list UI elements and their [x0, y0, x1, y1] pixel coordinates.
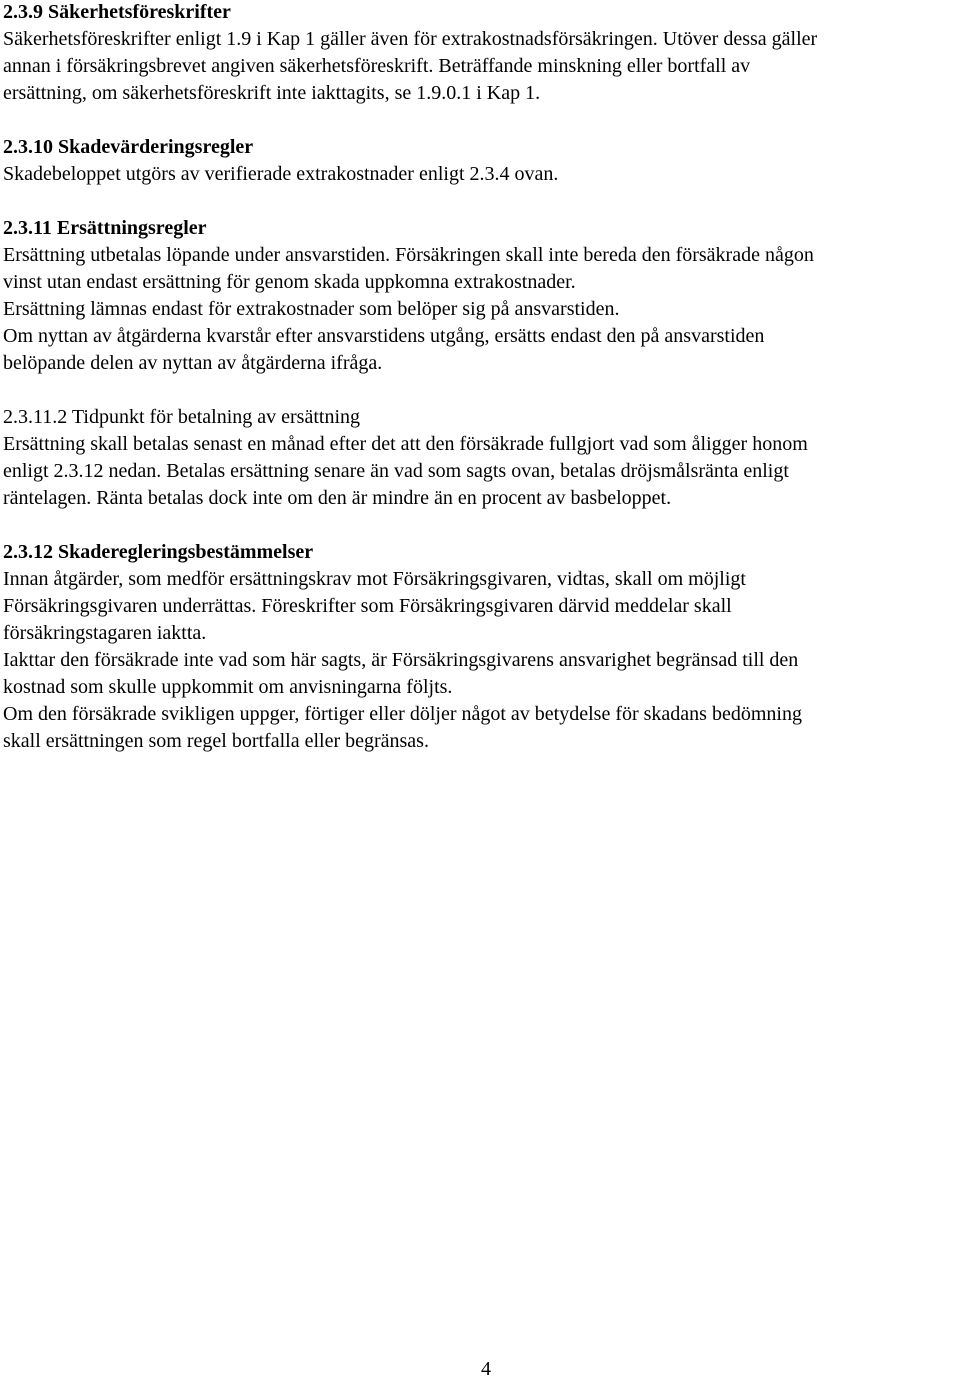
paragraph-line: ersättning, om säkerhetsföreskrift inte iakttagits, se 1.9.0.1 i Kap 1. [3, 82, 541, 104]
section-heading: 2.3.10 Skadevärderingsregler [3, 136, 254, 158]
section-heading: 2.3.11.2 Tidpunkt för betalning av ersättning [3, 406, 361, 428]
document-body [3, 0, 955, 755]
section-heading: 2.3.12 Skaderegleringsbestämmelser [3, 541, 314, 563]
paragraph-line: enligt 2.3.12 nedan. Betalas ersättning senare än vad som sagts ovan, betalas dröjsmålsränta enligt [3, 460, 789, 482]
section-2-3-9 [3, 0, 955, 107]
paragraph-line: skall ersättningen som regel bortfalla eller begränsas. [3, 730, 429, 752]
spacer [3, 377, 955, 404]
section-heading: 2.3.9 Säkerhetsföreskrifter [3, 1, 231, 23]
paragraph-line: räntelagen. Ränta betalas dock inte om den är mindre än en procent av basbeloppet. [3, 487, 672, 509]
paragraph-line: Iakttar den försäkrade inte vad som här sagts, är Försäkringsgivarens ansvarighet begränsad till den [3, 649, 799, 671]
paragraph-line: Säkerhetsföreskrifter enligt 1.9 i Kap 1 gäller även för extrakostnadsförsäkringen. Utöver dessa gäller [3, 28, 818, 50]
section-2-3-11-2 [3, 404, 955, 512]
spacer [3, 512, 955, 539]
paragraph-line: Ersättning skall betalas senast en månad efter det att den försäkrade fullgjort vad som åligger honom [3, 433, 808, 455]
section-2-3-10 [3, 134, 955, 188]
paragraph-line: kostnad som skulle uppkommit om anvisningarna följts. [3, 676, 453, 698]
spacer [3, 107, 955, 134]
page-number: 4 [481, 1358, 491, 1380]
section-heading: 2.3.11 Ersättningsregler [3, 217, 207, 239]
paragraph-line: vinst utan endast ersättning för genom skada uppkomna extrakostnader. [3, 271, 576, 293]
paragraph-line: Om den försäkrade svikligen uppger, förtiger eller döljer något av betydelse för skadans bedömning [3, 703, 802, 725]
paragraph-line: annan i försäkringsbrevet angiven säkerhetsföreskrift. Beträffande minskning eller bortfall av [3, 55, 751, 77]
paragraph-line: belöpande delen av nyttan av åtgärderna ifråga. [3, 352, 383, 374]
paragraph-line: Ersättning lämnas endast för extrakostnader som belöper sig på ansvarstiden. [3, 298, 620, 320]
paragraph-line: Ersättning utbetalas löpande under ansvarstiden. Försäkringen skall inte bereda den försäkrade någon [3, 244, 814, 266]
spacer [3, 188, 955, 215]
section-2-3-11 [3, 215, 955, 377]
paragraph-line: Innan åtgärder, som medför ersättningskrav mot Försäkringsgivaren, vidtas, skall om möjligt [3, 568, 746, 590]
paragraph-line: Försäkringsgivaren underrättas. Föreskrifter som Försäkringsgivaren därvid meddelar skall [3, 595, 732, 617]
section-2-3-12 [3, 539, 955, 755]
paragraph-line: Skadebeloppet utgörs av verifierade extrakostnader enligt 2.3.4 ovan. [3, 163, 559, 185]
paragraph-line: försäkringstagaren iaktta. [3, 622, 207, 644]
paragraph-line: Om nyttan av åtgärderna kvarstår efter ansvarstidens utgång, ersätts endast den på ansvarstiden [3, 325, 765, 347]
